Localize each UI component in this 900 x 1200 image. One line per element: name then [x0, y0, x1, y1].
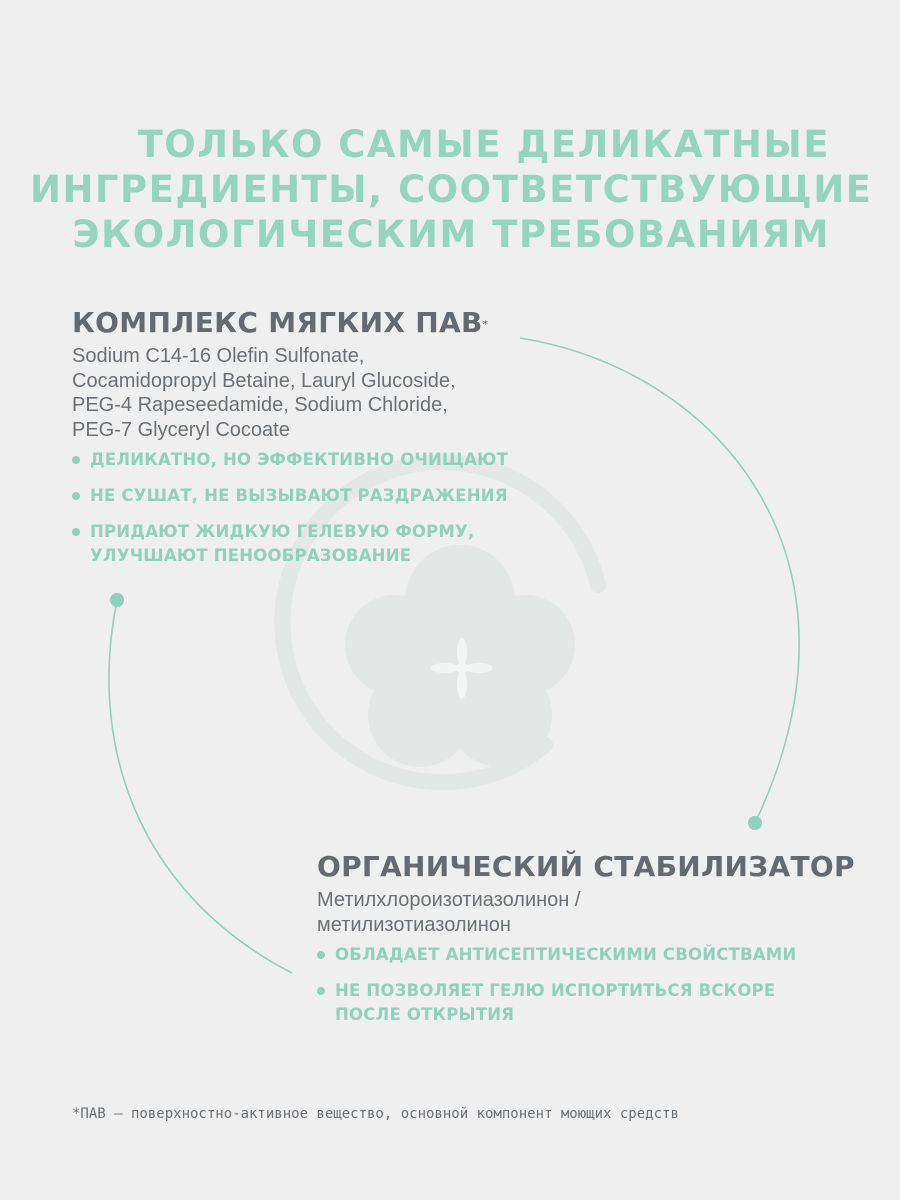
- section-title: [72, 306, 592, 340]
- headline-line: ЭКОЛОГИЧЕСКИМ ТРЕБОВАНИЯМ: [72, 213, 830, 256]
- surfactant-complex-section: [72, 306, 592, 580]
- benefit-text: НЕ СУШАТ, НЕ ВЫЗЫВАЮТ РАЗДРАЖЕНИЯ: [90, 486, 508, 505]
- benefit-text: УЛУЧШАЮТ ПЕНООБРАЗОВАНИЕ: [90, 546, 412, 565]
- benefit-text: НЕ ПОЗВОЛЯЕТ ГЕЛЮ ИСПОРТИТЬСЯ ВСКОРЕ: [335, 981, 776, 1000]
- benefit-text: ДЕЛИКАТНО, НО ЭФФЕКТИВНО ОЧИЩАЮТ: [90, 450, 509, 469]
- benefit-item: [317, 943, 857, 967]
- organic-stabilizer-section: [317, 850, 857, 1039]
- headline-line: ТОЛЬКО САМЫЕ ДЕЛИКАТНЫЕ: [137, 123, 830, 166]
- benefit-text: ПОСЛЕ ОТКРЫТИЯ: [335, 1005, 515, 1024]
- ingredient-line: Sodium C14-16 Olefin Sulfonate,: [72, 345, 365, 367]
- connector-dot-bottom: [110, 593, 124, 607]
- bullet-dot-icon: [72, 528, 80, 536]
- benefit-text: ОБЛАДАЕТ АНТИСЕПТИЧЕСКИМИ СВОЙСТВАМИ: [335, 945, 797, 964]
- footnote-marker: *: [482, 318, 489, 331]
- benefit-list: [317, 943, 857, 1027]
- section-title: [317, 850, 857, 884]
- headline-line: ИНГРЕДИЕНТЫ, СООТВЕТСТВУЮЩИЕ: [30, 168, 873, 211]
- benefit-item: [72, 484, 592, 508]
- benefit-list: [72, 448, 592, 568]
- footnote: *ПАВ – поверхностно-активное вещество, основной компонент моющих средств: [72, 1106, 679, 1122]
- connector-arc-bottom: [109, 600, 292, 973]
- bullet-dot-icon: [317, 987, 325, 995]
- section-title-text: ОРГАНИЧЕСКИЙ СТАБИЛИЗАТОР: [317, 850, 855, 883]
- benefit-item: [317, 979, 857, 1027]
- bullet-dot-icon: [317, 951, 325, 959]
- ingredient-line: PEG-4 Rapeseedamide, Sodium Chloride,: [72, 394, 448, 416]
- ingredient-line: Метилхлороизотиазолинон /: [317, 889, 581, 911]
- section-title-text: КОМПЛЕКС МЯГКИХ ПАВ: [72, 306, 483, 339]
- benefit-item: [72, 520, 592, 568]
- headline: [30, 122, 873, 257]
- connector-dot-top: [748, 816, 762, 830]
- bullet-dot-icon: [72, 456, 80, 464]
- ingredient-list: [72, 344, 592, 442]
- bullet-dot-icon: [72, 492, 80, 500]
- ingredient-line: Cocamidopropyl Betaine, Lauryl Glucoside,: [72, 369, 456, 392]
- ingredient-list: [317, 888, 857, 937]
- benefit-item: [72, 448, 592, 472]
- benefit-text: ПРИДАЮТ ЖИДКУЮ ГЕЛЕВУЮ ФОРМУ,: [90, 522, 475, 541]
- ingredient-line: PEG-7 Glyceryl Cocoate: [72, 418, 290, 441]
- ingredient-line: метилизотиазолинон: [317, 913, 511, 936]
